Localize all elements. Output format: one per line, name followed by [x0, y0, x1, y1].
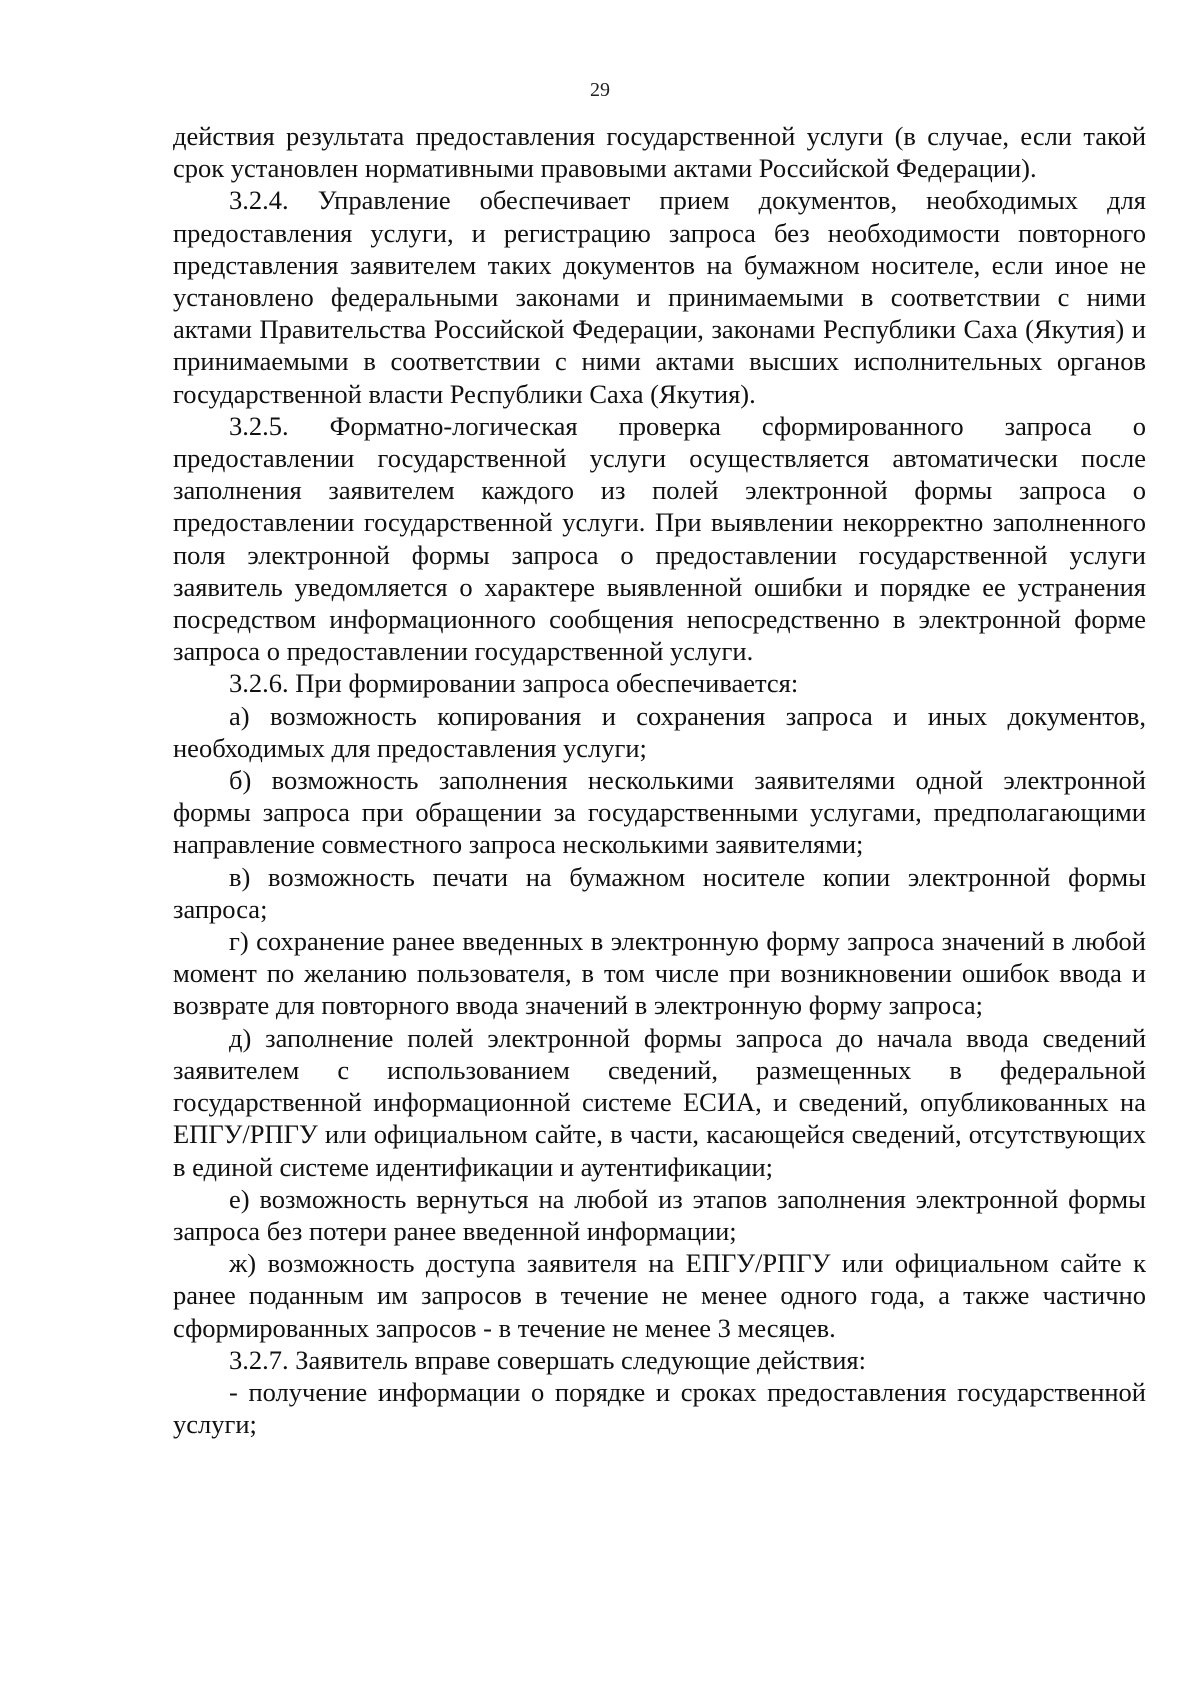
list-item-v: в) возможность печати на бумажном носителе копии электронной формы запроса;	[173, 861, 1146, 924]
paragraph-3-2-6: 3.2.6. При формировании запроса обеспечивается:	[229, 668, 799, 699]
list-item-a: а) возможность копирования и сохранения запроса и иных документов, необходимых для предоставления услуги;	[173, 700, 1146, 763]
list-item-g: г) сохранение ранее введенных в электронную форму запроса значений в любой момент по желанию пользователя, в том числе при возникновении ошибок ввода и возврате для повторного ввода значений в электронную форму запроса;	[173, 926, 1146, 1021]
list-item-b: б) возможность заполнения несколькими заявителями одной электронной формы запроса при обращении за государственными услугами, предполагающими направление совместного запроса несколькими заявителями;	[173, 765, 1146, 860]
list-item-dash: - получение информации о порядке и сроках предоставления государственной услуги;	[173, 1376, 1146, 1440]
list-item-zh: ж) возможность доступа заявителя на ЕПГУ/РПГУ или официальном сайте к ранее поданным им запросов в течение не менее одного года, а также частично сформированных запросов - в течение не менее 3 месяцев.	[173, 1248, 1146, 1343]
paragraph-3-2-5: 3.2.5. Форматно-логическая проверка сформированного запроса о предоставлении государственной услуги осуществляется автоматически после заполнения заявителем каждого из полей электронной формы запроса о предоставлении государственной услуги. При выявлении некорректно заполненного поля электронной формы запроса о предоставлении государственной услуги заявитель уведомляется о характере выявленной ошибки и порядке ее устранения посредством информационного сообщения непосредственно в электронной форме запроса о предоставлении государственной услуги.	[173, 410, 1146, 667]
paragraph-3-2-7: 3.2.7. Заявитель вправе совершать следующие действия:	[229, 1344, 866, 1375]
document-body	[173, 120, 1146, 1440]
list-item-d: д) заполнение полей электронной формы запроса до начала ввода сведений заявителем с использованием сведений, размещенных в федеральной государственной информационной системе ЕСИА, и сведений, опубликованных на ЕПГУ/РПГУ или официальном сайте, в части, касающейся сведений, отсутствующих в единой системе идентификации и аутентификации;	[173, 1022, 1146, 1182]
paragraph-3-2-4: 3.2.4. Управление обеспечивает прием документов, необходимых для предоставления услуги, и регистрацию запроса без необходимости повторного представления заявителем таких документов на бумажном носителе, если иное не установлено федеральными законами и принимаемыми в соответствии с ними актами Правительства Российской Федерации, законами Республики Саха (Якутия) и принимаемыми в соответствии с ними актами высших исполнительных органов государственной власти Республики Саха (Якутия).	[173, 185, 1146, 409]
paragraph-continuation: действия результата предоставления государственной услуги (в случае, если такой срок установлен нормативными правовыми актами Российской Федерации).	[173, 121, 1146, 184]
page-number: 29	[590, 79, 610, 101]
list-item-e: е) возможность вернуться на любой из этапов заполнения электронной формы запроса без потери ранее введенной информации;	[173, 1183, 1146, 1246]
